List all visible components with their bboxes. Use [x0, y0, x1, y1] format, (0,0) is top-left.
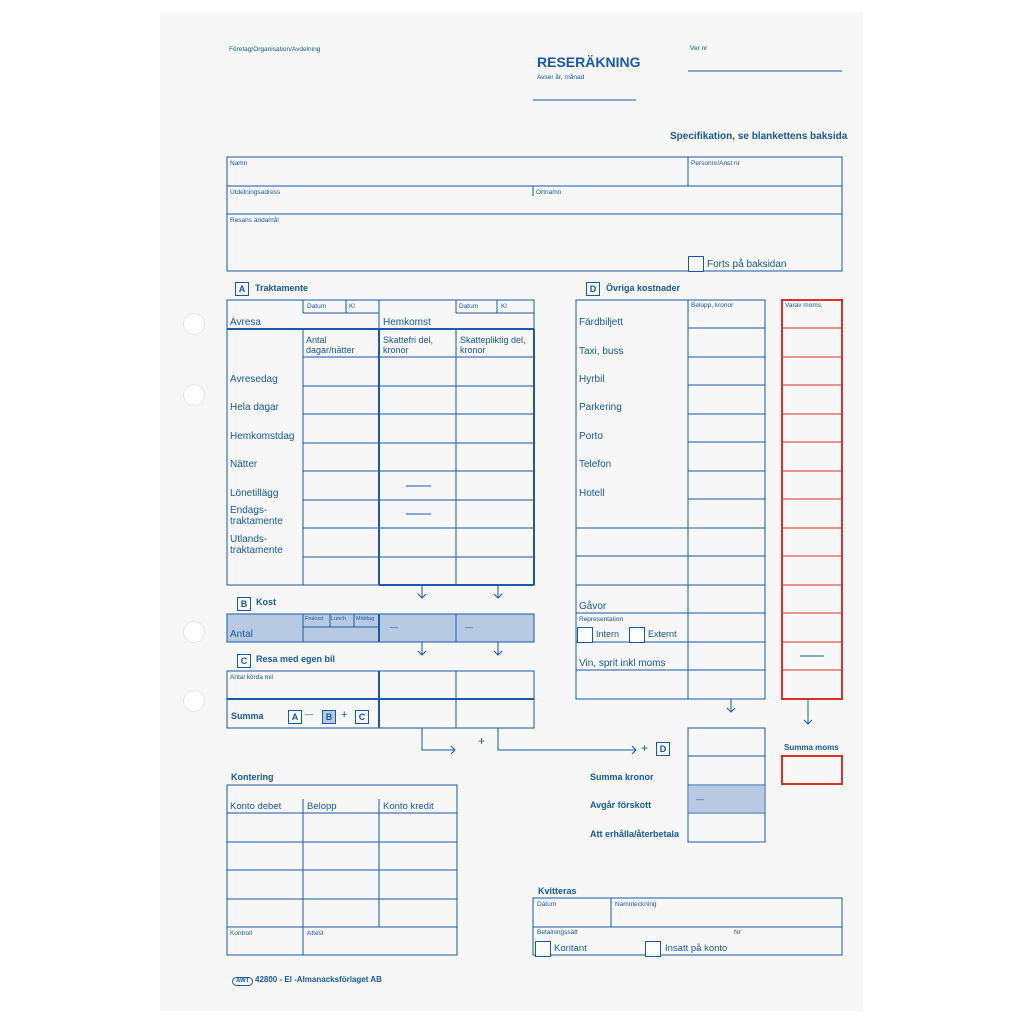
km-label: Antal körda mil — [230, 674, 273, 681]
section-c-title: Resa med egen bil — [256, 654, 336, 664]
formula-plus: + — [341, 709, 348, 721]
connector-plus: + — [478, 734, 486, 748]
purpose-label: Resans ändamål — [230, 217, 279, 224]
name-label: Namn — [230, 160, 248, 167]
vat-header: Varav moms — [785, 302, 821, 309]
meal-lunch: Lunch — [331, 616, 346, 622]
col-taxfree-header: Skattefri del, kronor — [383, 335, 434, 355]
row-vin-sprit: Vin, sprit inkl moms — [579, 658, 666, 669]
connector-d-plus: + — [641, 741, 649, 755]
org-label: Företag/Organisation/Avdelning — [229, 46, 321, 53]
section-a-badge: A — [235, 282, 249, 296]
kost-dash-1: — — [390, 623, 398, 632]
row-natter: Nätter — [230, 459, 258, 470]
internal-label: Intern — [596, 629, 620, 639]
receipt-title: Kvitteras — [538, 886, 577, 896]
meal-breakfast: Frukost — [305, 616, 324, 622]
col-konto-debet: Konto debet — [230, 801, 282, 812]
nr-label: Nr — [734, 929, 741, 936]
formula-a: A — [288, 710, 302, 724]
amount-header: Belopp, kronor — [691, 302, 734, 309]
row-porto: Porto — [579, 431, 603, 442]
row-endagstraktamente: Endags-traktamente — [230, 505, 283, 527]
kost-dash-2: — — [465, 623, 473, 632]
signature-label: Namnteckning — [615, 901, 657, 908]
row-lonetillagg: Lönetillägg — [230, 488, 279, 499]
cash-label: Kontant — [554, 943, 587, 954]
ver-label: Ver nr — [690, 45, 708, 52]
personnr-label: Personnr/Anst nr — [691, 160, 740, 167]
spec-note: Specifikation, se blankettens baksida — [670, 131, 848, 142]
row-taxi-buss: Taxi, buss — [579, 346, 624, 357]
account-label: Insatt på konto — [665, 943, 728, 954]
row-hyrbil: Hyrbil — [579, 374, 605, 385]
meal-dinner: Middag — [356, 616, 375, 622]
row-hotell: Hotell — [579, 488, 605, 499]
col-konto-kredit: Konto kredit — [383, 801, 434, 812]
section-d-title: Övriga kostnader — [606, 283, 681, 293]
form-title: RESERÄKNING — [537, 54, 641, 70]
return-label: Hemkomst — [383, 317, 431, 328]
period-label: Avser år, månad — [537, 74, 585, 81]
section-d-badge: D — [586, 282, 600, 296]
row-gavor: Gåvor — [579, 601, 607, 612]
section-c-badge: C — [237, 654, 251, 668]
sum-vat-label: Summa moms — [784, 743, 839, 752]
departure-time-label: Kl — [349, 303, 355, 310]
payment-label: Betalningssätt — [537, 929, 578, 936]
row-avresedag: Avresedag — [230, 374, 278, 385]
continued-label: Forts på baksidan — [707, 259, 787, 270]
internal-checkbox[interactable] — [577, 627, 593, 643]
representation-label: Representation — [579, 616, 624, 623]
section-b-badge: B — [237, 597, 251, 611]
attest-label: Attest — [307, 930, 324, 937]
accounting-title: Kontering — [231, 772, 274, 782]
advance-dash: — — [696, 795, 704, 804]
row-hemkomstdag: Hemkomstdag — [230, 431, 295, 442]
footer-text: 42800 - El -Almanacksförlaget AB — [255, 975, 382, 984]
col-belopp: Belopp — [307, 801, 337, 812]
cash-checkbox[interactable] — [535, 941, 551, 957]
row-telefon: Telefon — [579, 459, 612, 470]
departure-date-label: Datum — [307, 303, 327, 310]
section-b-title: Kost — [256, 597, 276, 607]
row-utlandstraktamente: Utlands-traktamente — [230, 534, 283, 556]
publisher-logo: AWT — [232, 977, 253, 986]
row-hela-dagar: Hela dagar — [230, 402, 279, 413]
departure-label: Avresa — [230, 317, 261, 328]
sum-label: Summa — [231, 711, 264, 721]
section-a-title: Traktamente — [255, 283, 309, 293]
formula-c: C — [355, 710, 369, 724]
sum-kronor-label: Summa kronor — [590, 772, 654, 782]
receipt-date-label: Datum — [537, 901, 557, 908]
connector-d: D — [656, 742, 670, 756]
control-label: Kontroll — [230, 930, 253, 937]
external-checkbox[interactable] — [629, 627, 645, 643]
formula-b: B — [322, 710, 336, 724]
external-label: Externt — [648, 629, 677, 639]
kost-count-label: Antal — [230, 629, 253, 640]
address-label: Utdelningsadress — [230, 189, 281, 196]
row-fardbiljett: Färdbiljett — [579, 317, 623, 328]
col-days-header: Antal dagar/nätter — [306, 335, 355, 355]
row-parkering: Parkering — [579, 402, 622, 413]
account-checkbox[interactable] — [645, 941, 661, 957]
return-date-label: Datum — [459, 303, 479, 310]
continued-checkbox[interactable] — [688, 256, 704, 272]
advance-label: Avgår förskott — [590, 800, 652, 810]
city-label: Ortnamn — [536, 189, 562, 196]
col-taxable-header: Skattepliktig del, kronor — [460, 335, 526, 355]
formula-minus: — — [305, 710, 313, 719]
receive-label: Att erhålla/återbetala — [590, 829, 680, 839]
return-time-label: Kl — [501, 303, 507, 310]
